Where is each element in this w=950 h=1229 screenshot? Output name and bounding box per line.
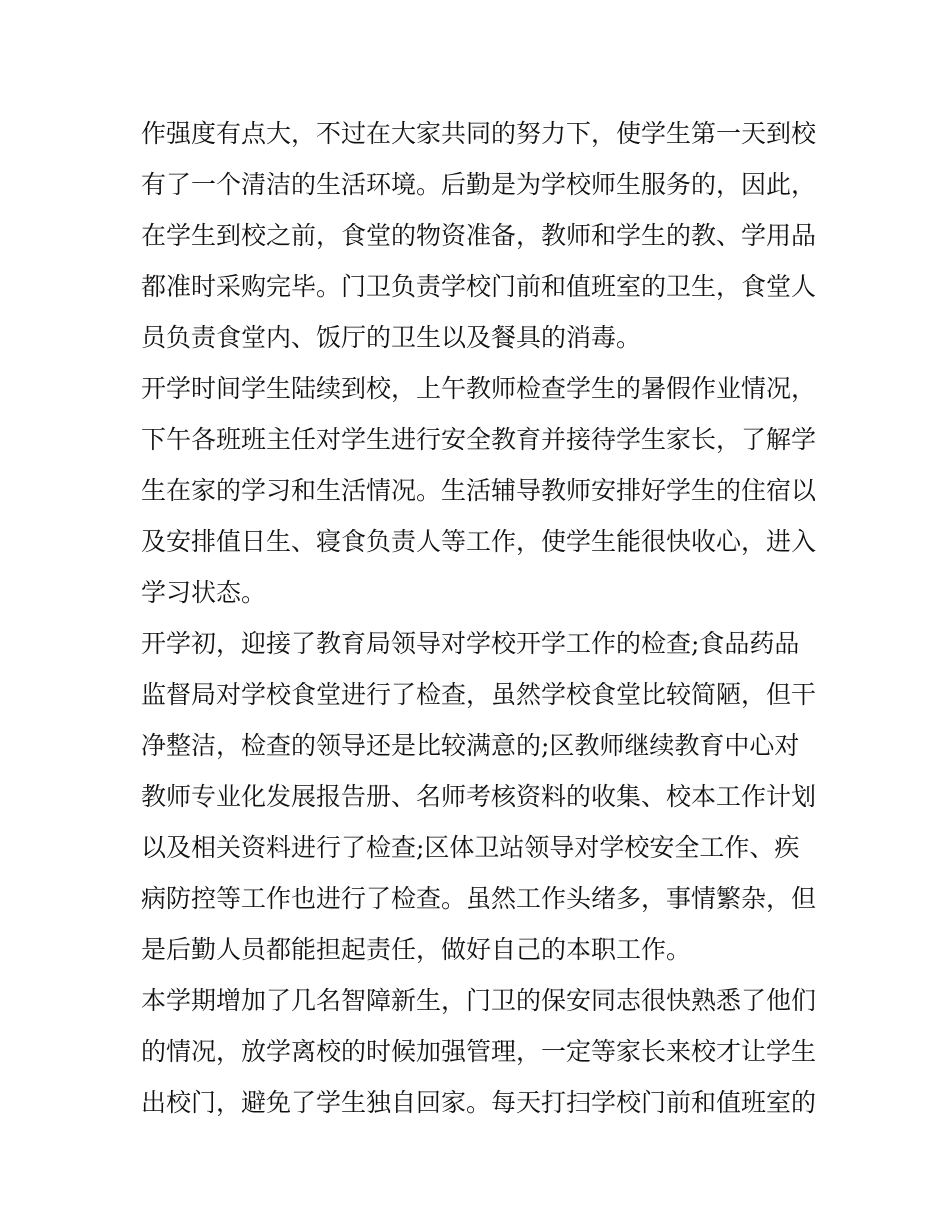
paragraph-1 — [141, 108, 817, 363]
text-line: 出校门，避免了学生独自回家。每天打扫学校门前和值班室的 — [141, 1088, 817, 1117]
text-line: 员负责食堂内、饭厅的卫生以及餐具的消毒。 — [141, 323, 642, 352]
text-line: 生在家的学习和生活情况。生活辅导教师安排好学生的住宿以 — [141, 476, 817, 505]
paragraph-2 — [141, 363, 817, 618]
paragraph-4 — [141, 975, 817, 1128]
text-line: 都准时采购完毕。门卫负责学校门前和值班室的卫生，食堂人 — [141, 272, 817, 301]
text-line: 作强度有点大，不过在大家共同的努力下，使学生第一天到校 — [141, 119, 817, 148]
text-line: 教师专业化发展报告册、名师考核资料的收集、校本工作计划 — [141, 782, 817, 811]
text-line: 学习状态。 — [141, 578, 267, 607]
document-body — [141, 108, 817, 1128]
text-line: 开学初，迎接了教育局领导对学校开学工作的检查;食品药品 — [141, 629, 800, 658]
text-line: 本学期增加了几名智障新生，门卫的保安同志很快熟悉了他们 — [141, 986, 817, 1015]
text-line: 下午各班班主任对学生进行安全教育并接待学生家长，了解学 — [141, 425, 817, 454]
text-line: 有了一个清洁的生活环境。后勤是为学校师生服务的，因此， — [141, 170, 817, 199]
text-line: 以及相关资料进行了检查;区体卫站领导对学校安全工作、疾 — [141, 833, 800, 862]
text-line: 是后勤人员都能担起责任，做好自己的本职工作。 — [141, 935, 692, 964]
paragraph-3 — [141, 618, 817, 975]
text-line: 开学时间学生陆续到校，上午教师检查学生的暑假作业情况， — [141, 374, 817, 403]
text-line: 病防控等工作也进行了检查。虽然工作头绪多，事情繁杂，但 — [141, 884, 817, 913]
text-line: 及安排值日生、寝食负责人等工作，使学生能很快收心，进入 — [141, 527, 817, 556]
text-line: 监督局对学校食堂进行了检查，虽然学校食堂比较简陋，但干 — [141, 680, 817, 709]
text-line: 净整洁，检查的领导还是比较满意的;区教师继续教育中心对 — [141, 731, 800, 760]
text-line: 在学生到校之前，食堂的物资准备，教师和学生的教、学用品 — [141, 221, 817, 250]
text-line: 的情况，放学离校的时候加强管理，一定等家长来校才让学生 — [141, 1037, 817, 1066]
